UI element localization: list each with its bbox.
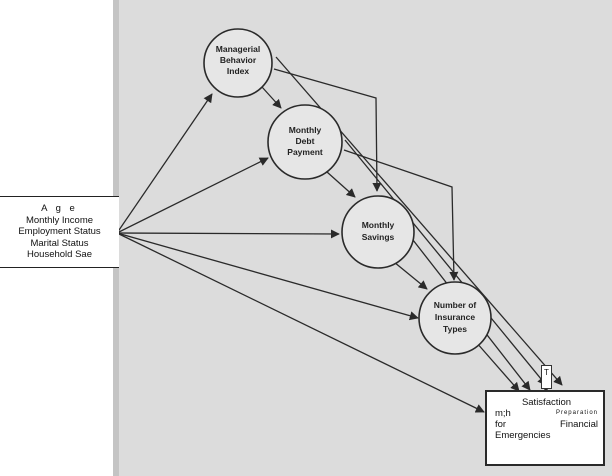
satisfaction-line-2-right: Preparation (555, 410, 598, 416)
debt-line-2: Debt (295, 136, 315, 146)
satisfaction-line-3-left: for (495, 419, 507, 430)
managerial-line-1: Managerial (215, 44, 261, 54)
managerial-line-3: Index (226, 66, 250, 76)
node-debt (268, 105, 342, 179)
node-insurance (419, 282, 491, 354)
insurance-line-1: Number of (433, 300, 477, 310)
debt-line-1: Monthly (288, 125, 322, 135)
savings-line-2: Savings (361, 232, 395, 242)
satisfaction-line-1: Satisfaction (521, 397, 572, 408)
node-managerial (204, 29, 272, 97)
satisfaction-line-3-right: Financial (559, 419, 598, 430)
satisfaction-label (495, 397, 598, 455)
marker-box: T (541, 365, 552, 389)
predictor-variables-box (0, 196, 119, 268)
satisfaction-line-4: Emergencies (495, 430, 551, 441)
debt-line-3: Payment (287, 147, 323, 157)
savings-line-1: Monthly (361, 220, 395, 230)
node-savings (342, 196, 414, 268)
insurance-line-2: Insurance (434, 312, 476, 322)
satisfaction-line-2-left: m;h (495, 408, 511, 419)
variable-marital: Marital Status (30, 237, 89, 249)
variable-household: Household Sae (27, 249, 92, 261)
variable-age: A g e (41, 203, 78, 215)
insurance-line-3: Types (443, 324, 467, 334)
variable-employment: Employment Status (18, 226, 101, 238)
managerial-line-2: Behavior (219, 55, 257, 65)
variable-income: Monthly Income (25, 214, 94, 226)
